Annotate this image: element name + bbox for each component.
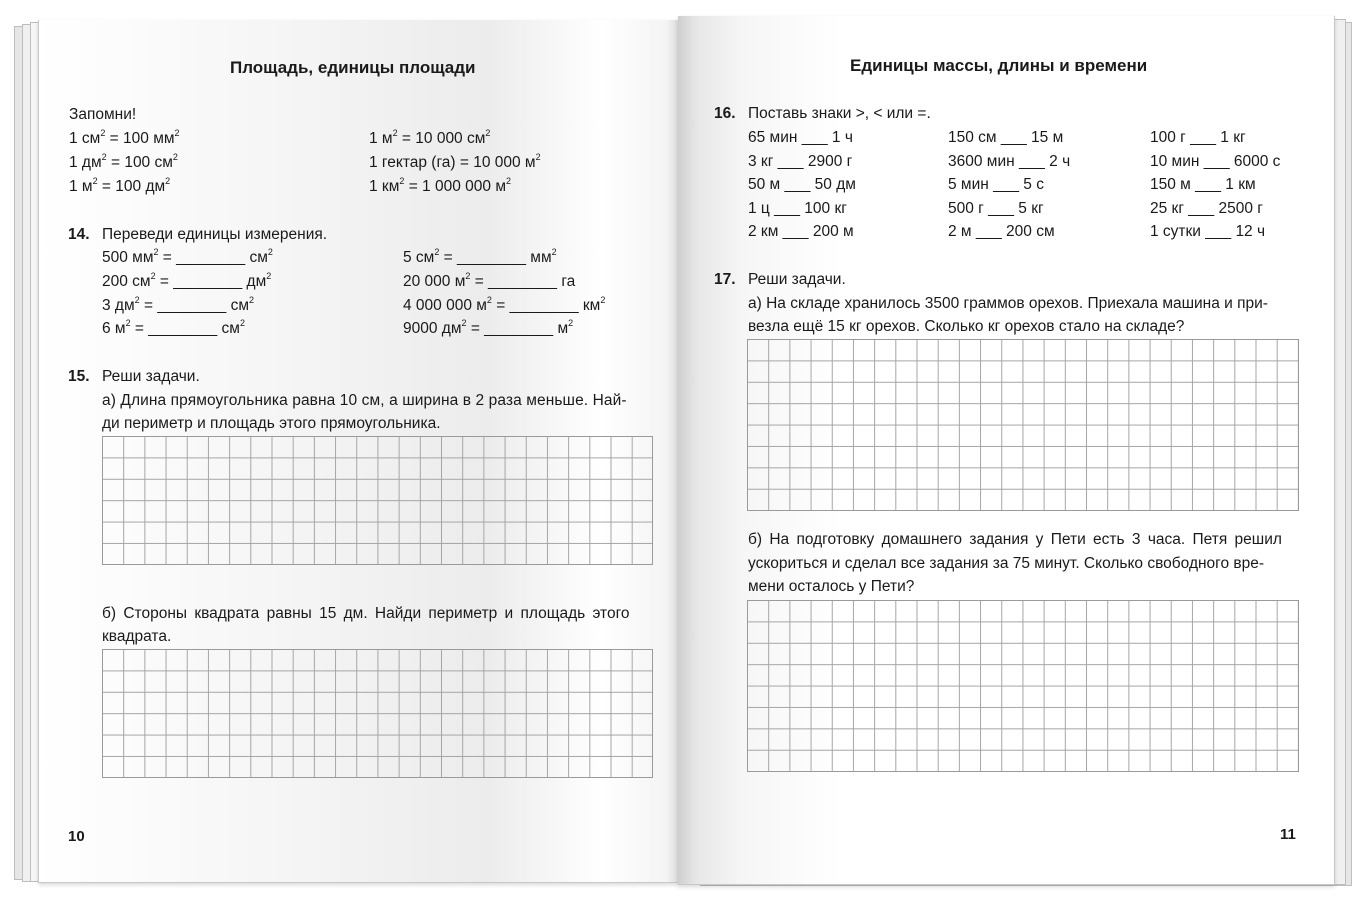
task-14-prompt: Переведи единицы измерения. <box>102 226 328 243</box>
comparison-item: 50 м ___ 50 дм <box>748 176 856 193</box>
comparison-item: 2 км ___ 200 м <box>748 223 854 240</box>
comparison-item: 150 м ___ 1 км <box>1150 176 1256 193</box>
task-15-number: 15. <box>68 368 90 385</box>
fact-dm2-cm2: 1 $дм^2 = 100$ $см^2$ <box>69 152 178 171</box>
task-15b-text-line1: б) Стороны квадрата равны 15 дм. Найди периметр и площадь этого <box>102 605 630 622</box>
comparison-item: 100 г ___ 1 кг <box>1150 129 1246 146</box>
task-16-number: 16. <box>714 105 736 122</box>
task-15a-text-line1: а) Длина прямоугольника равна 10 см, а ширина в 2 раза меньше. Най- <box>102 392 627 409</box>
conversion-row: 6 $м^2$ = ________ $см^2$ <box>102 318 245 337</box>
right-page-title: Единицы массы, длины и времени <box>850 56 1148 75</box>
fact-cm2-mm2: 1 $см^2 = 100$ $мм^2$ <box>69 128 180 147</box>
conversion-row: 20 000 $м^2$ = ________ га <box>403 271 576 290</box>
task-16-prompt: Поставь знаки >, < или =. <box>748 105 931 122</box>
page-number-left: 10 <box>68 828 85 845</box>
task-14-number: 14. <box>68 226 90 243</box>
conversion-row: 500 $мм^2$ = ________ $см^2$ <box>102 247 273 266</box>
left-page-title: Площадь, единицы площади <box>230 58 476 77</box>
comparison-item: 3 кг ___ 2900 г <box>748 153 853 170</box>
task-17b-text-line2: ускориться и сделал все задания за 75 минут. Сколько свободного вре- <box>748 555 1265 572</box>
comparison-item: 5 мин ___ 5 с <box>948 176 1044 193</box>
comparison-item: 65 мин ___ 1 ч <box>748 129 853 146</box>
fact-km2-m2: 1 $км^2 = 1$ 000 000 $м^2$ <box>369 176 511 195</box>
comparison-item: 2 м ___ 200 см <box>948 223 1055 240</box>
task-17b-text-line3: мени осталось у Пети? <box>748 578 915 595</box>
left-page <box>38 20 679 883</box>
page-number-right: 11 <box>1280 826 1296 843</box>
answer-grid-17a[interactable] <box>747 339 1299 511</box>
fact-m2-cm2: 1 $м^2 = 10$ 000 $см^2$ <box>369 128 491 147</box>
task-15a-text-line2: ди периметр и площадь этого прямоугольника. <box>102 415 441 432</box>
task-15-prompt: Реши задачи. <box>102 368 200 385</box>
remember-label: Запомни! <box>69 106 137 123</box>
comparison-item: 25 кг ___ 2500 г <box>1150 200 1263 217</box>
conversion-row: 9000 $дм^2$ = ________ $м^2$ <box>403 318 574 337</box>
task-17-number: 17. <box>714 271 736 288</box>
comparison-item: 3600 мин ___ 2 ч <box>948 153 1071 170</box>
right-page <box>678 16 1335 885</box>
conversion-row: 200 $см^2$ = ________ $дм^2$ <box>102 271 272 290</box>
task-17-prompt: Реши задачи. <box>748 271 846 288</box>
answer-grid-15b[interactable] <box>102 649 653 778</box>
comparison-item: 1 сутки ___ 12 ч <box>1150 223 1266 240</box>
comparison-item: 10 мин ___ 6000 с <box>1150 153 1281 170</box>
conversion-row: 3 $дм^2$ = ________ $см^2$ <box>102 295 255 314</box>
task-15b-text-line2: квадрата. <box>102 628 172 645</box>
conversion-row: 4 000 000 $м^2$ = ________ $км^2$ <box>403 295 606 314</box>
comparison-item: 1 ц ___ 100 кг <box>748 200 847 217</box>
task-17a-text-line2: везла ещё 15 кг орехов. Сколько кг орехов стало на складе? <box>748 318 1185 335</box>
comparison-item: 150 см ___ 15 м <box>948 129 1064 146</box>
task-17b-text-line1: б) На подготовку домашнего задания у Пети есть 3 часа. Петя решил <box>748 531 1282 548</box>
fact-hectare: 1 гектар (га) = 10 000 $м^2$ <box>369 152 541 171</box>
comparison-item: 500 г ___ 5 кг <box>948 200 1044 217</box>
answer-grid-17b[interactable] <box>747 600 1299 772</box>
fact-m2-dm2: 1 $м^2 = 100$ $дм^2$ <box>69 176 171 195</box>
conversion-row: 5 $см^2$ = ________ $мм^2$ <box>403 247 557 266</box>
answer-grid-15a[interactable] <box>102 436 653 565</box>
task-17a-text-line1: а) На складе хранилось 3500 граммов орехов. Приехала машина и при- <box>748 295 1268 312</box>
